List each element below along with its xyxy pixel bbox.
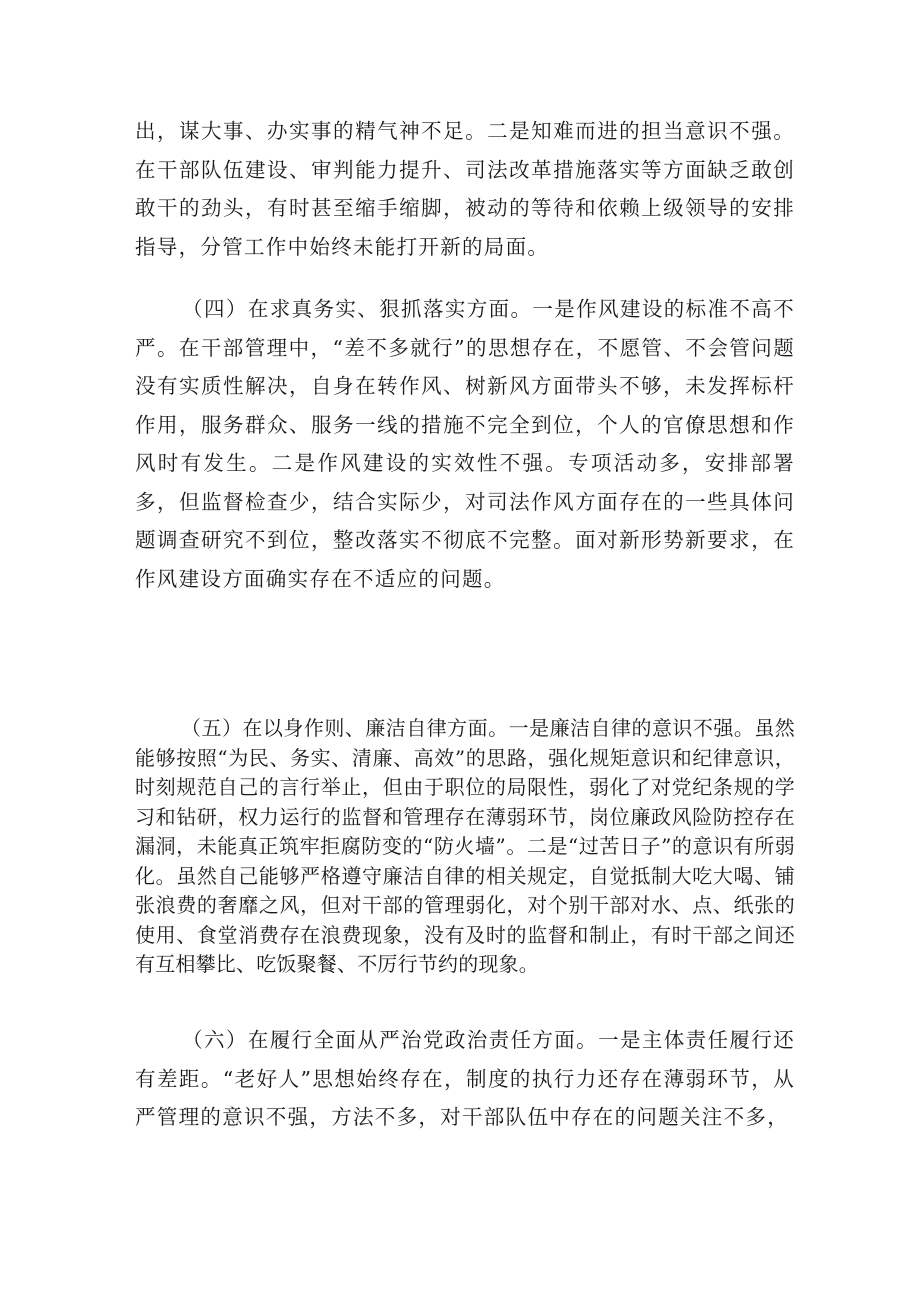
paragraph-section-6: （六）在履行全面从严治党政治责任方面。一是主体责任履行还有差距。“老好人”思想始终存在，制度的执行力还存在薄弱环节，从严管理的意识不强，方法不多，对干部队伍中存在的问题关注不多， xyxy=(135,1028,795,1129)
paragraph-section-5: （五）在以身作则、廉洁自律方面。一是廉洁自律的意识不强。虽然能够按照“为民、务实、清廉、高效”的思路，强化规矩意识和纪律意识，时刻规范自己的言行举止，但由于职位的局限性，弱化了对党纪条规的学习和钻研，权力运行的监督和管理存在薄弱环节，岗位廉政风险防控存在漏洞，未能真正筑牢拒腐防变的“防火墙”。二是“过苦日子”的意识有所弱化。虽然自己能够严格遵守廉洁自律的相关规定，自觉抵制大吃大喝、铺张浪费的奢靡之风，但对干部的管理弱化，对个别干部对水、点、纸张的使用、食堂消费存在浪费现象，没有及时的监督和制止，有时干部之间还有互相攀比、吃饭聚餐、不厉行节约的现象。 xyxy=(135,716,795,976)
paragraph-continuation: 出，谋大事、办实事的精气神不足。二是知难而进的担当意识不强。在干部队伍建设、审判能力提升、司法改革措施落实等方面缺乏敢创敢干的劲头，有时甚至缩手缩脚，被动的等待和依赖上级领导的安排指导，分管工作中始终未能打开新的局面。 xyxy=(135,119,795,259)
paragraph-section-4: （四）在求真务实、狠抓落实方面。一是作风建设的标准不高不严。在干部管理中，“差不多就行”的思想存在，不愿管、不会管问题没有实质性解决，自身在转作风、树新风方面带头不够，未发挥标杆作用，服务群众、服务一线的措施不完全到位，个人的官僚思想和作风时有发生。二是作风建设的实效性不强。专项活动多，安排部署多，但监督检查少，结合实际少，对司法作风方面存在的一些具体问题调查研究不到位，整改落实不彻底不完整。面对新形势新要求，在作风建设方面确实存在不适应的问题。 xyxy=(135,297,795,591)
